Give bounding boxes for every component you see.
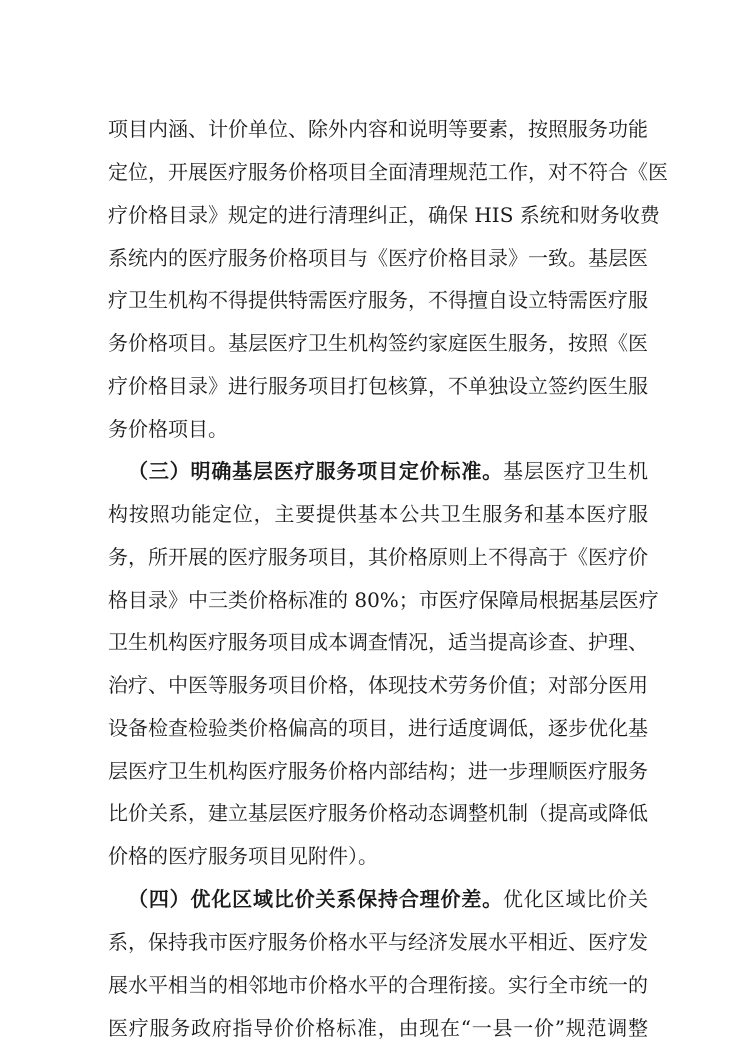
- body-text-line: 项目内涵、计价单位、除外内容和说明等要素，按照服务功能: [108, 117, 648, 141]
- body-text-line: 疗卫生机构不得提供特需医疗服务，不得擅自设立特需医疗服: [108, 288, 648, 312]
- body-text-line: 务价格项目。基层医疗卫生机构签约家庭医生服务，按照《医: [108, 331, 648, 355]
- section-4-first-line: [128, 887, 648, 911]
- body-text-line: 比价关系，建立基层医疗服务价格动态调整机制（提高或降低: [108, 801, 648, 825]
- section-4-first-line-text: 优化区域比价关: [503, 887, 648, 911]
- body-text-line: 层医疗卫生机构医疗服务价格内部结构；进一步理顺医疗服务: [108, 759, 648, 783]
- body-text-line: 疗价格目录》进行服务项目打包核算，不单独设立签约医生服: [108, 374, 648, 398]
- section-3-first-line: [128, 459, 648, 483]
- body-text-line: 卫生机构医疗服务项目成本调查情况，适当提高诊查、护理、: [108, 630, 648, 654]
- section-3-first-line-text: 基层医疗卫生机: [503, 459, 648, 483]
- body-text-line: 系，保持我市医疗服务价格水平与经济发展水平相近、医疗发: [108, 930, 648, 954]
- body-text-line: 务，所开展的医疗服务项目，其价格原则上不得高于《医疗价: [108, 545, 648, 569]
- body-text-line: 价格的医疗服务项目见附件）。: [108, 844, 378, 868]
- body-text-line: 格目录》中三类价格标准的 80%；市医疗保障局根据基层医疗: [108, 588, 659, 612]
- body-text-line: 构按照功能定位，主要提供基本公共卫生服务和基本医疗服: [108, 502, 648, 526]
- body-text-line: 系统内的医疗服务价格项目与《医疗价格目录》一致。基层医: [108, 246, 648, 270]
- body-text-line: 展水平相当的相邻地市价格水平的合理衔接。实行全市统一的: [108, 973, 648, 997]
- body-text-line: 疗价格目录》规定的进行清理纠正，确保 HIS 系统和财务收费: [108, 203, 660, 227]
- body-text-line: 定位，开展医疗服务价格项目全面清理规范工作，对不符合《医: [108, 160, 668, 184]
- section-4-heading: （四）优化区域比价关系保持合理价差。: [128, 887, 503, 911]
- body-text-line: 治疗、中医等服务项目价格，体现技术劳务价值；对部分医用: [108, 673, 648, 697]
- body-text-line: 务价格项目。: [108, 417, 228, 441]
- body-text-line: 设备检查检验类价格偏高的项目，进行适度调低，逐步优化基: [108, 716, 648, 740]
- section-3-heading: （三）明确基层医疗服务项目定价标准。: [128, 459, 503, 483]
- body-text-line: 医疗服务政府指导价价格标准，由现在“一县一价”规范调整: [108, 1016, 648, 1040]
